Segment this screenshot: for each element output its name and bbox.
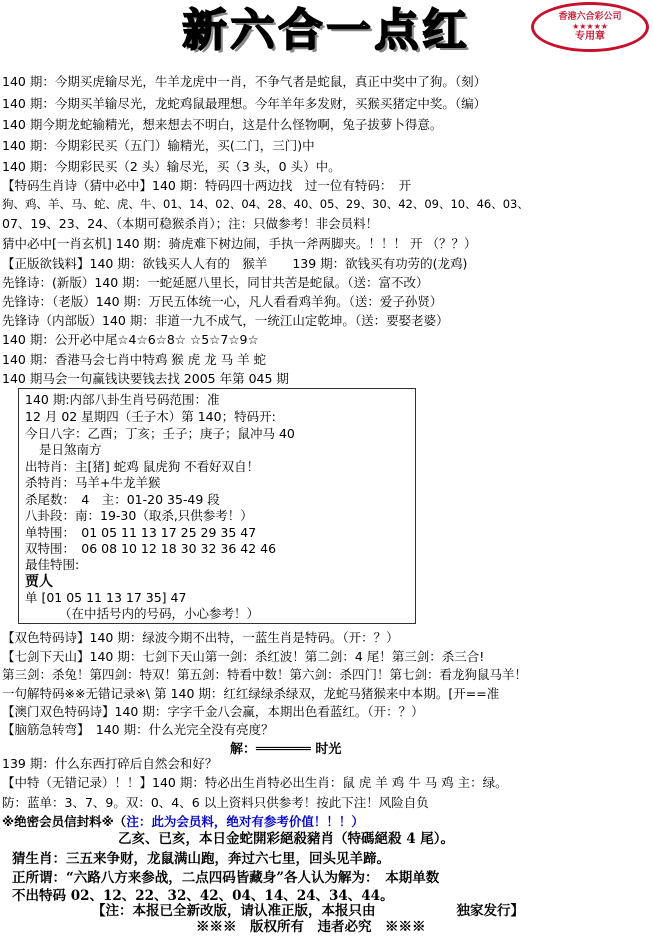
copyright: ※※※ 版权所有 违者必究 ※※※ [196,919,426,935]
text-line: 140 期：今期买虎输尽光，牛羊龙虎中一肖，不争气者是蛇鼠，真正中奖中了狗。（刻） [2,74,487,89]
seal-stars: ★★★★★ [572,21,608,31]
box-note: （在中括号内的号码，小心参考！） [59,606,260,621]
box-name: 贾人 [25,574,53,590]
secret-line [2,814,364,829]
box-bazi: 今日八字：乙酉；丁亥；壬子；庚子；鼠冲马 40 [25,426,295,441]
riddle-answer: 解：═══════ 时光 [230,742,342,757]
text-line: 140 期：香港马会七肖中特鸡 猴 虎 龙 马 羊 蛇 [2,352,267,367]
bagua-info-box [18,388,416,624]
box-dan: 单特围： 01 05 11 13 17 25 29 35 47 [25,525,257,540]
seal-top-text: 香港六合彩公司 [558,11,622,22]
box-weishu: 杀尾数： 4 主：01-20 35-49 段 [25,492,220,507]
text-line: 140 期今期龙蛇输精光，想来想去不明白，这是什么怪物啊，兔子拔萝卜得意。 [2,117,443,132]
text-line: 防：蓝单：3、7、9。双：0、4、6 以上资料只供参考！按此下注！风险自负 [2,795,429,810]
text-line: 【脑筋急转弯】 140 期：什么光完全没有亮度？ [2,722,274,737]
text-line: 【特码生肖诗（猜中必中】140 期：特码四十两边找 过一位有特码： 开 [2,178,412,193]
text-line: 140 期：公开必中尾☆4☆6☆8☆ ☆5☆7☆9☆ [2,332,259,347]
text-line: 【双色特码诗】140 期：绿波今期不出特，一蓝生肖是特码。（开：？） [2,630,399,645]
box-shatm: 杀特肖：马羊+牛龙羊猴 [25,475,161,490]
box-title: 140 期:内部八卦生肖号码范围：准 [25,392,220,407]
text-line: 猜生肖：三五来争财，龙鼠满山跑，奔过六七里，回头见羊蹄。 [12,851,390,867]
text-line: 140 期：今期彩民买（2 头）输尽光，买（3 头，0 头）中。 [2,159,341,174]
text-line: 不出特码 02、12、22、32、42、04、14、24、34、44。 [12,888,394,904]
text-line: 狗、鸡、羊、马、蛇、虎、牛、01、14、02、04、28、40、05、29、30、42、09、10、46、03、 [2,197,529,211]
text-line: 【澳门双色特码诗】140 期：字字千金八会赢，本期出色看蓝红。（开：？） [2,704,424,719]
text-line: 140 期：今期买羊输尽光，龙蛇鸡鼠最理想。今年羊年多发财，买猴买猪定中奖。（编） [2,96,487,111]
secret-prefix: ※绝密会员信封料※（ [2,814,127,829]
box-nums: 单 [01 05 11 13 17 35] 47 [25,590,187,605]
text-line: 正所谓：“六路八方来参战，二点四码皆藏身”各人认为解为： 本期单数 [12,870,440,886]
text-line: 一句解特码※※无错记录※\ 第 140 期：红红绿绿杀绿双，龙蛇马猪猴来中本期。[开==准 [2,686,500,701]
text-line: 140 期马会一句赢钱诀要钱去找 2005 年第 045 期 [2,371,289,386]
box-shuang: 双特围： 06 08 10 12 18 30 32 36 42 46 [25,541,277,556]
secret-note: 注：此为会员料，绝对有参考价值！！！） [126,814,364,829]
page-title: 新六合一点红 [182,5,471,56]
text-line: 【中特（无错记录）！！】140 期：特必出生肖特必出生肖：鼠 虎 羊 鸡 牛 马 鸡 主：绿。 [2,775,508,790]
text-line: 先锋诗：（老版）140 期：万民五体统一心，凡人看看鸡羊狗。（送：爱子孙贤） [2,294,443,309]
text-line: 先锋诗（内部版）140 期：非道一九不成气，一统江山定乾坤。（送：要娶老婆） [2,313,449,328]
box-date: 12 月 02 星期四（壬子木）第 140；特码开: [25,409,276,424]
text-line: 先锋诗：(新版）140 期：一蛇延愿八里长，同甘共苦是蛇鼠。（送：富不改） [2,275,429,290]
box-chu: 出特肖：主[猪] 蛇鸡 鼠虎狗 不看好双自！ [25,459,260,474]
text-line: 第三剑：杀兔！第四剑：特双！第五剑：特看中数！第六剑：杀四门！第七剑：看龙狗鼠马羊！ [2,667,528,682]
text-line: 140 期：今期彩民买（五门）输精光，买(二门，三门)中 [2,138,315,153]
text-line: 【正版欲钱料】140 期：欲钱买人人有的 猴羊 139 期：欲钱买有功劳的(龙鸡) [2,256,468,271]
box-bagua: 八卦段：南：19-30（取杀,只供参考！） [25,508,253,523]
text-line: 猜中必中[一肖玄机] 140 期：骑虎难下树边闹，手执一斧两脚夹。！！！ 开 （？？） [2,236,477,251]
box-best: 最佳特围: [25,557,80,572]
text-line: 07、19、23、24、（本期可稳猴杀肖）；注：只做参考！非会员料！ [2,216,379,231]
text-line: 乙亥、已亥，本日金蛇開彩絕殺豬肖（特碼絕殺 4 尾）。 [118,831,455,847]
box-sha: 是日煞南方 [39,442,102,457]
seal-bottom-text: 专用章 [575,30,605,42]
text-line: 【七剑下天山】140 期：七剑下天山第一剑：杀红波！第二剑：4 尾！第三剑：杀三合! [2,649,485,664]
company-seal [531,2,649,52]
footer-note: 【注：本报已全新改版，请认准正版，本报只由 独家发行】 [92,903,524,919]
text-line: 139 期：什么东西打碎后自然会和好？ [2,756,218,771]
